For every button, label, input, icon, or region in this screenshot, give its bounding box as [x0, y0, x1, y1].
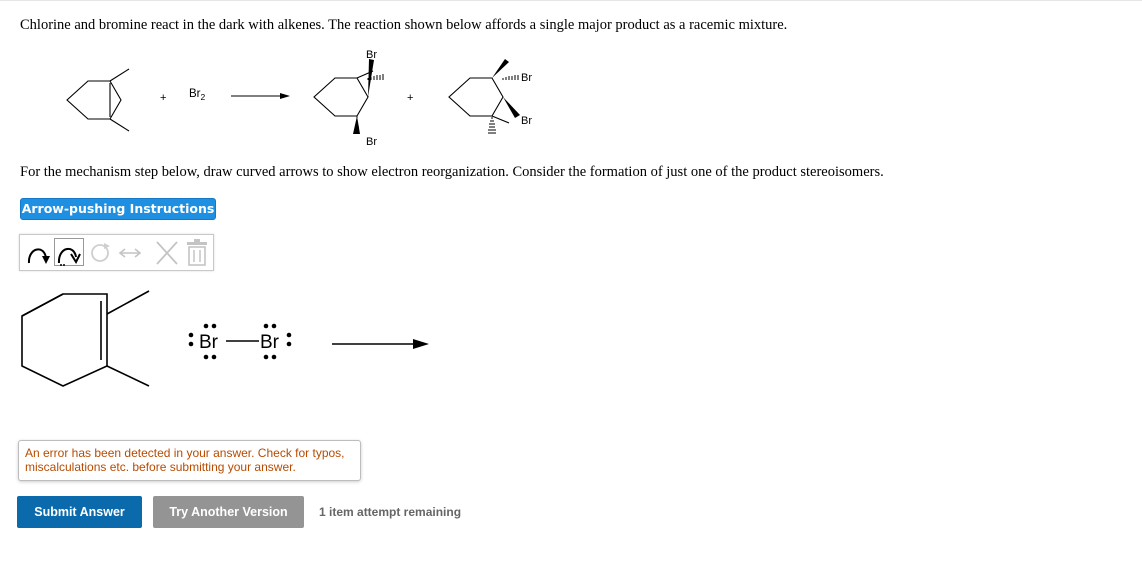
- plus-sign-1: +: [160, 92, 167, 104]
- plus-sign-2: +: [407, 92, 414, 104]
- resonance-arrow-icon[interactable]: [115, 238, 145, 268]
- product-1-br-bottom: Br: [366, 136, 377, 148]
- bromine-atom-left: Br: [199, 332, 218, 353]
- reagent-br2: $Br_2$: [189, 88, 206, 102]
- arrow-toolbar: [19, 234, 214, 271]
- question-intro: Chlorine and bromine react in the dark with alkenes. The reaction shown below affords a single major product as a racemic mixture.: [20, 17, 788, 33]
- clear-x-icon[interactable]: [152, 238, 182, 268]
- single-electron-arrow-icon[interactable]: [54, 238, 84, 266]
- methyl-bond-bottom: [107, 366, 149, 386]
- cycle-icon[interactable]: [87, 238, 113, 268]
- submit-answer-button[interactable]: Submit Answer: [17, 496, 142, 528]
- bromine-atom-right: Br: [260, 332, 279, 353]
- product-ring-2: [449, 78, 503, 116]
- cyclohexene-ring: [22, 294, 107, 386]
- attempts-remaining: 1 item attempt remaining: [319, 505, 462, 519]
- product-ring-1: [314, 78, 368, 116]
- reactant-ring: [67, 81, 121, 119]
- arrow-pushing-instructions-button[interactable]: Arrow-pushing Instructions: [20, 198, 216, 220]
- product-2-br-top: Br: [521, 72, 532, 84]
- reaction-scheme: [0, 0, 1142, 160]
- mechanism-canvas[interactable]: [0, 280, 480, 410]
- error-message: An error has been detected in your answer. Check for typos, miscalculations etc. before submitting your answer.: [18, 440, 361, 481]
- try-another-version-button[interactable]: Try Another Version: [153, 496, 304, 528]
- trash-icon[interactable]: [183, 238, 211, 268]
- product-1-br-top: Br: [366, 49, 377, 61]
- curved-arrow-icon[interactable]: [24, 238, 54, 268]
- methyl-bond-top: [107, 291, 149, 314]
- question-prompt: For the mechanism step below, draw curved arrows to show electron reorganization. Consider the formation of just one of the product stereoisomers.: [20, 164, 884, 180]
- product-2-br-bottom: Br: [521, 115, 532, 127]
